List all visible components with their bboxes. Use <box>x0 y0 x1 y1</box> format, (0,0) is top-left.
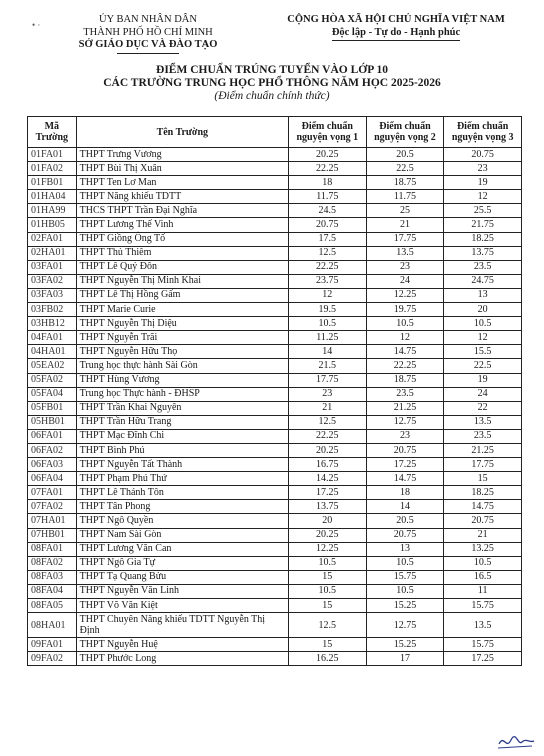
table-row <box>28 556 522 570</box>
cell-nv1: 20.25 <box>288 528 366 542</box>
cell-nv3: 14.75 <box>444 500 522 514</box>
cell-nv1: 24.5 <box>288 204 366 218</box>
cell-code: 06FA03 <box>28 458 77 472</box>
cell-code: 07HA01 <box>28 514 77 528</box>
cell-code: 01HA99 <box>28 204 77 218</box>
cell-code: 02HA01 <box>28 246 77 260</box>
cell-code: 03FB02 <box>28 303 77 317</box>
cell-nv1: 16.25 <box>288 652 366 666</box>
cell-nv3: 13.5 <box>444 613 522 638</box>
cell-nv3: 17.75 <box>444 458 522 472</box>
cell-nv2: 15.25 <box>366 599 444 613</box>
table-row <box>28 415 522 429</box>
table-row <box>28 387 522 401</box>
cell-code: 07HB01 <box>28 528 77 542</box>
table-row <box>28 458 522 472</box>
table-row <box>28 472 522 486</box>
col-header-nv2: Điểm chuẩn nguyện vọng 2 <box>366 117 444 148</box>
cell-school-name: THPT Nguyễn Hữu Thọ <box>76 345 288 359</box>
cell-nv1: 13.75 <box>288 500 366 514</box>
cell-code: 01HA04 <box>28 190 77 204</box>
cell-school-name: THPT Lê Thị Hồng Gấm <box>76 288 288 302</box>
corner-mark: • · <box>32 20 41 30</box>
table-row <box>28 288 522 302</box>
cell-school-name: THPT Nguyễn Văn Linh <box>76 584 288 598</box>
cell-school-name: THPT Nguyễn Huệ <box>76 638 288 652</box>
cell-nv1: 12.5 <box>288 613 366 638</box>
table-row <box>28 652 522 666</box>
cell-code: 08FA02 <box>28 556 77 570</box>
cell-code: 03FA01 <box>28 260 77 274</box>
table-row <box>28 401 522 415</box>
cell-nv2: 15.75 <box>366 570 444 584</box>
cell-code: 08FA04 <box>28 584 77 598</box>
cell-school-name: THPT Thủ Thiêm <box>76 246 288 260</box>
cell-nv2: 15.25 <box>366 638 444 652</box>
cell-code: 06FA02 <box>28 443 77 457</box>
cell-nv1: 20.25 <box>288 148 366 162</box>
table-row <box>28 528 522 542</box>
cell-nv1: 22.25 <box>288 429 366 443</box>
cell-nv2: 12.75 <box>366 613 444 638</box>
cell-nv3: 25.5 <box>444 204 522 218</box>
cell-code: 04HA01 <box>28 345 77 359</box>
cell-school-name: THPT Ten Lơ Man <box>76 176 288 190</box>
table-row <box>28 514 522 528</box>
cell-nv1: 16.75 <box>288 458 366 472</box>
cell-code: 01HB05 <box>28 218 77 232</box>
cell-school-name: THPT Lương Thế Vinh <box>76 218 288 232</box>
cell-nv2: 20.75 <box>366 528 444 542</box>
cell-nv1: 12.25 <box>288 542 366 556</box>
cell-nv1: 21.5 <box>288 359 366 373</box>
cell-nv1: 17.75 <box>288 373 366 387</box>
cell-school-name: THPT Phước Long <box>76 652 288 666</box>
cell-school-name: THPT Nam Sài Gòn <box>76 528 288 542</box>
cell-nv1: 23 <box>288 387 366 401</box>
cell-school-name: THPT Marie Curie <box>76 303 288 317</box>
cell-nv3: 22.5 <box>444 359 522 373</box>
cell-nv2: 13 <box>366 542 444 556</box>
cell-nv3: 24 <box>444 387 522 401</box>
cell-nv2: 25 <box>366 204 444 218</box>
table-row <box>28 570 522 584</box>
cell-nv2: 20.5 <box>366 148 444 162</box>
cell-code: 05EA02 <box>28 359 77 373</box>
national-line-1: CỘNG HÒA XÃ HỘI CHỦ NGHĨA VIỆT NAM <box>287 14 505 25</box>
col-header-nv3: Điểm chuẩn nguyện vọng 3 <box>444 117 522 148</box>
cell-nv1: 20.75 <box>288 218 366 232</box>
table-row <box>28 246 522 260</box>
cell-nv3: 10.5 <box>444 317 522 331</box>
table-row <box>28 331 522 345</box>
cell-code: 09FA02 <box>28 652 77 666</box>
cell-nv2: 11.75 <box>366 190 444 204</box>
table-row <box>28 599 522 613</box>
table-row <box>28 359 522 373</box>
cell-nv2: 22.5 <box>366 162 444 176</box>
table-row <box>28 443 522 457</box>
cell-code: 03FA03 <box>28 288 77 302</box>
cell-nv3: 22 <box>444 401 522 415</box>
cell-nv2: 17.75 <box>366 232 444 246</box>
signature-mark <box>496 730 536 754</box>
cell-school-name: THPT Nguyễn Thị Diệu <box>76 317 288 331</box>
cell-nv1: 20.25 <box>288 443 366 457</box>
cell-nv1: 18 <box>288 176 366 190</box>
cell-nv3: 13 <box>444 288 522 302</box>
cell-nv3: 11 <box>444 584 522 598</box>
cell-nv1: 19.5 <box>288 303 366 317</box>
score-table <box>27 116 522 666</box>
cell-school-name: THPT Bình Phú <box>76 443 288 457</box>
cell-nv3: 23.5 <box>444 260 522 274</box>
cell-school-name: THPT Ngô Quyền <box>76 514 288 528</box>
cell-nv1: 11.75 <box>288 190 366 204</box>
cell-code: 01FB01 <box>28 176 77 190</box>
table-body <box>28 148 522 666</box>
cell-school-name: THPT Ngô Gia Tự <box>76 556 288 570</box>
cell-school-name: THPT Võ Văn Kiệt <box>76 599 288 613</box>
cell-nv1: 14.25 <box>288 472 366 486</box>
cell-nv2: 24 <box>366 274 444 288</box>
cell-school-name: Trung học thực hành Sài Gòn <box>76 359 288 373</box>
cell-nv3: 15.75 <box>444 638 522 652</box>
cell-code: 03FA02 <box>28 274 77 288</box>
cell-nv1: 11.25 <box>288 331 366 345</box>
cell-nv2: 19.75 <box>366 303 444 317</box>
cell-nv2: 17.25 <box>366 458 444 472</box>
cell-nv1: 21 <box>288 401 366 415</box>
cell-nv2: 10.5 <box>366 556 444 570</box>
cell-nv1: 22.25 <box>288 260 366 274</box>
cell-nv3: 23.5 <box>444 429 522 443</box>
cell-nv3: 15.75 <box>444 599 522 613</box>
cell-nv2: 18.75 <box>366 176 444 190</box>
cell-nv3: 20.75 <box>444 514 522 528</box>
cell-code: 01FA01 <box>28 148 77 162</box>
cell-school-name: THPT Tân Phong <box>76 500 288 514</box>
table-row <box>28 148 522 162</box>
table-row <box>28 317 522 331</box>
cell-code: 03HB12 <box>28 317 77 331</box>
table-row <box>28 232 522 246</box>
national-line-2: Độc lập - Tự do - Hạnh phúc <box>331 26 461 38</box>
cell-nv2: 21.25 <box>366 401 444 415</box>
table-row <box>28 638 522 652</box>
issuer-line-1: ỦY BAN NHÂN DÂN <box>99 14 197 25</box>
issuer-header <box>48 14 248 54</box>
cell-nv3: 23 <box>444 162 522 176</box>
cell-nv1: 15 <box>288 599 366 613</box>
national-header <box>262 14 530 41</box>
cell-nv2: 14 <box>366 500 444 514</box>
table-row <box>28 500 522 514</box>
cell-school-name: THCS THPT Trần Đại Nghĩa <box>76 204 288 218</box>
col-header-code: Mã Trường <box>28 117 77 148</box>
cell-nv2: 12.75 <box>366 415 444 429</box>
cell-nv3: 12 <box>444 331 522 345</box>
table-row <box>28 429 522 443</box>
table-row <box>28 303 522 317</box>
cell-code: 06FA01 <box>28 429 77 443</box>
col-header-nv1: Điểm chuẩn nguyện vọng 1 <box>288 117 366 148</box>
cell-code: 09FA01 <box>28 638 77 652</box>
cell-nv3: 17.25 <box>444 652 522 666</box>
cell-nv3: 12 <box>444 190 522 204</box>
table-row <box>28 274 522 288</box>
cell-school-name: THPT Bùi Thị Xuân <box>76 162 288 176</box>
cell-nv3: 15.5 <box>444 345 522 359</box>
cell-code: 07FA01 <box>28 486 77 500</box>
cell-nv2: 14.75 <box>366 472 444 486</box>
cell-nv1: 23.75 <box>288 274 366 288</box>
cell-nv2: 20.5 <box>366 514 444 528</box>
cell-school-name: THPT Nguyễn Tất Thành <box>76 458 288 472</box>
cell-nv1: 15 <box>288 570 366 584</box>
cell-school-name: THPT Năng khiếu TDTT <box>76 190 288 204</box>
cell-nv1: 10.5 <box>288 556 366 570</box>
cell-school-name: THPT Tạ Quang Bửu <box>76 570 288 584</box>
title-line-2: CÁC TRƯỜNG TRUNG HỌC PHỔ THÔNG NĂM HỌC 2025-2026 <box>103 77 441 89</box>
cell-code: 08FA01 <box>28 542 77 556</box>
cell-nv3: 13.25 <box>444 542 522 556</box>
cell-school-name: THPT Chuyên Năng khiếu TDTT Nguyễn Thị Định <box>76 613 288 638</box>
cell-nv1: 14 <box>288 345 366 359</box>
cell-school-name: THPT Phạm Phú Thứ <box>76 472 288 486</box>
table-row <box>28 486 522 500</box>
cell-code: 08HA01 <box>28 613 77 638</box>
cell-nv2: 12.25 <box>366 288 444 302</box>
cell-nv1: 10.5 <box>288 317 366 331</box>
cell-code: 02FA01 <box>28 232 77 246</box>
table-header-row <box>28 117 522 148</box>
cell-nv3: 16.5 <box>444 570 522 584</box>
cell-nv1: 12.5 <box>288 246 366 260</box>
cell-nv1: 15 <box>288 638 366 652</box>
cell-school-name: THPT Lê Quý Đôn <box>76 260 288 274</box>
cell-nv2: 23 <box>366 429 444 443</box>
cell-code: 07FA02 <box>28 500 77 514</box>
cell-nv1: 20 <box>288 514 366 528</box>
cell-nv3: 20.75 <box>444 148 522 162</box>
cell-nv3: 19 <box>444 176 522 190</box>
cell-nv2: 21 <box>366 218 444 232</box>
cell-nv3: 21.75 <box>444 218 522 232</box>
cell-nv3: 18.25 <box>444 232 522 246</box>
cell-school-name: THPT Nguyễn Trãi <box>76 331 288 345</box>
cell-school-name: THPT Hùng Vương <box>76 373 288 387</box>
cell-nv3: 18.25 <box>444 486 522 500</box>
cell-code: 05FB01 <box>28 401 77 415</box>
cell-nv1: 10.5 <box>288 584 366 598</box>
cell-nv3: 13.5 <box>444 415 522 429</box>
cell-nv2: 20.75 <box>366 443 444 457</box>
cell-nv3: 24.75 <box>444 274 522 288</box>
table-row <box>28 190 522 204</box>
cell-nv1: 22.25 <box>288 162 366 176</box>
cell-nv3: 13.75 <box>444 246 522 260</box>
cell-nv2: 23 <box>366 260 444 274</box>
cell-nv2: 23.5 <box>366 387 444 401</box>
national-underline <box>332 40 460 41</box>
cell-nv3: 10.5 <box>444 556 522 570</box>
cell-school-name: THPT Lương Văn Can <box>76 542 288 556</box>
cell-nv2: 12 <box>366 331 444 345</box>
issuer-line-3: SỞ GIÁO DỤC VÀ ĐÀO TẠO <box>78 39 218 50</box>
table-row <box>28 218 522 232</box>
cell-nv2: 10.5 <box>366 317 444 331</box>
cell-nv3: 19 <box>444 373 522 387</box>
cell-nv2: 17 <box>366 652 444 666</box>
cell-school-name: THPT Lê Thánh Tôn <box>76 486 288 500</box>
document-title <box>0 64 544 103</box>
cell-school-name: THPT Trần Khai Nguyên <box>76 401 288 415</box>
cell-nv3: 21.25 <box>444 443 522 457</box>
cell-nv3: 15 <box>444 472 522 486</box>
col-header-name: Tên Trường <box>76 117 288 148</box>
cell-school-name: THPT Mạc Đĩnh Chi <box>76 429 288 443</box>
cell-nv2: 22.25 <box>366 359 444 373</box>
cell-nv3: 20 <box>444 303 522 317</box>
cell-nv2: 13.5 <box>366 246 444 260</box>
cell-school-name: THPT Nguyễn Thị Minh Khai <box>76 274 288 288</box>
cell-school-name: Trung học Thực hành - ĐHSP <box>76 387 288 401</box>
table-row <box>28 204 522 218</box>
cell-nv2: 18 <box>366 486 444 500</box>
cell-school-name: THPT Trưng Vương <box>76 148 288 162</box>
table-row <box>28 373 522 387</box>
cell-code: 08FA03 <box>28 570 77 584</box>
table-row <box>28 542 522 556</box>
cell-school-name: THPT Trần Hữu Trang <box>76 415 288 429</box>
cell-code: 01FA02 <box>28 162 77 176</box>
cell-code: 05FA02 <box>28 373 77 387</box>
cell-nv2: 14.75 <box>366 345 444 359</box>
cell-nv1: 17.5 <box>288 232 366 246</box>
title-line-1: ĐIỂM CHUẨN TRÚNG TUYỂN VÀO LỚP 10 <box>156 64 388 76</box>
cell-nv1: 17.25 <box>288 486 366 500</box>
table-row <box>28 613 522 638</box>
cell-code: 05FA04 <box>28 387 77 401</box>
cell-nv2: 18.75 <box>366 373 444 387</box>
cell-nv1: 12.5 <box>288 415 366 429</box>
cell-code: 05HB01 <box>28 415 77 429</box>
table-row <box>28 260 522 274</box>
cell-nv3: 21 <box>444 528 522 542</box>
cell-code: 04FA01 <box>28 331 77 345</box>
title-line-3: (Điểm chuẩn chính thức) <box>214 90 330 102</box>
table-row <box>28 176 522 190</box>
cell-nv2: 10.5 <box>366 584 444 598</box>
cell-school-name: THPT Giồng Ông Tố <box>76 232 288 246</box>
issuer-line-2: THÀNH PHỐ HỒ CHÍ MINH <box>83 26 213 38</box>
cell-code: 08FA05 <box>28 599 77 613</box>
cell-code: 06FA04 <box>28 472 77 486</box>
table-row <box>28 345 522 359</box>
cell-nv1: 12 <box>288 288 366 302</box>
table-row <box>28 584 522 598</box>
table-row <box>28 162 522 176</box>
issuer-underline <box>117 53 179 54</box>
